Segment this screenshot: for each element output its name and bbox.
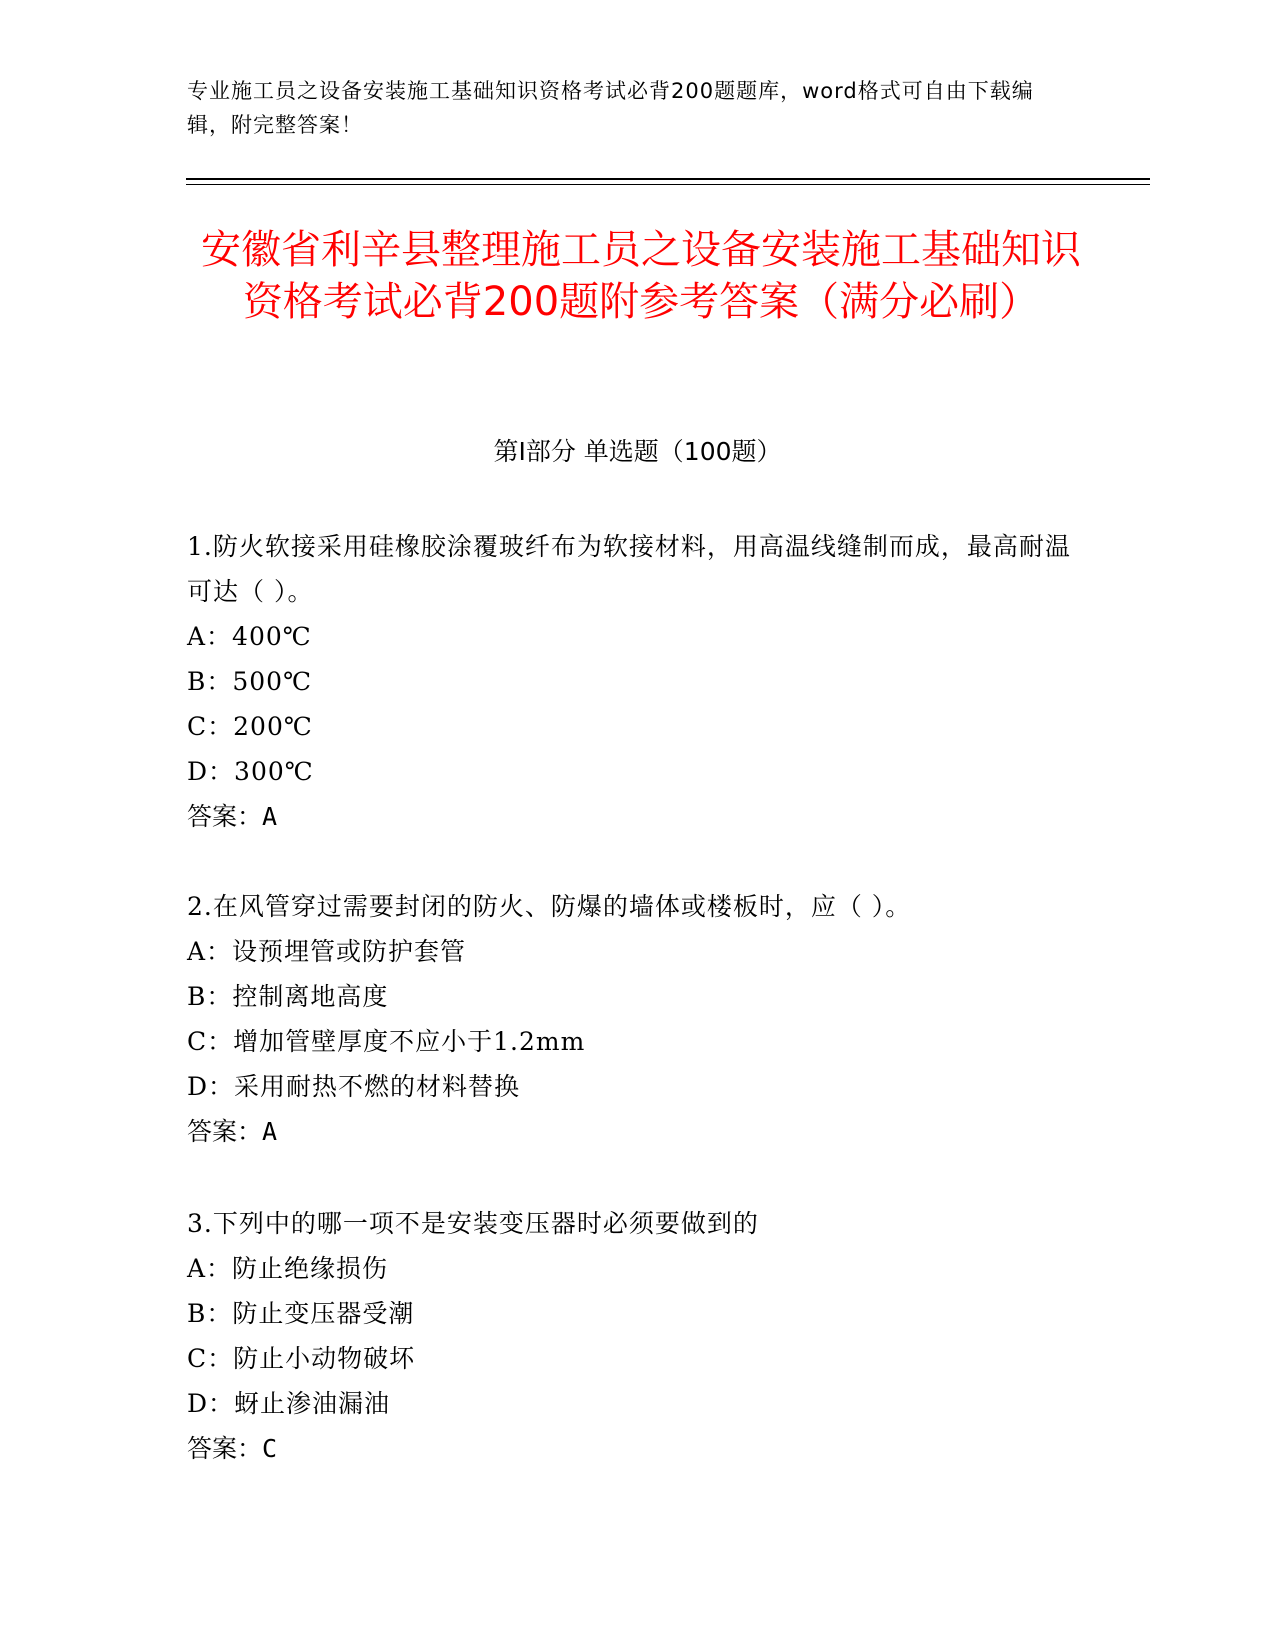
section-heading: 第Ⅰ部分 单选题（100题） xyxy=(493,437,782,466)
answer-line xyxy=(187,1109,1087,1154)
answer-label: 答案： xyxy=(187,1117,263,1146)
option-c: C：200℃ xyxy=(187,712,313,741)
answer-value: C xyxy=(262,1434,278,1463)
option-b: B：防止变压器受潮 xyxy=(187,1299,415,1328)
answer-value: A xyxy=(262,1117,278,1146)
option-c: C：增加管壁厚度不应小于1.2mm xyxy=(187,1027,586,1056)
option-d: D：300℃ xyxy=(187,757,314,786)
answer-line xyxy=(187,1426,1087,1471)
answer-line xyxy=(187,794,1087,839)
header-rule-thick xyxy=(186,178,1150,180)
question-stem: 2.在风管穿过需要封闭的防火、防爆的墙体或楼板时，应（ ）。 xyxy=(187,892,912,921)
question-3 xyxy=(187,1201,1087,1471)
header-note: 专业施工员之设备安装施工基础知识资格考试必背200题题库，word格式可自由下载编辑，附完整答案！ xyxy=(187,79,1034,137)
answer-label: 答案： xyxy=(187,802,263,831)
option-a: A：防止绝缘损伤 xyxy=(187,1254,389,1283)
option-a: A：400℃ xyxy=(187,622,312,651)
header-rule-thin xyxy=(186,184,1150,185)
option-d: D：采用耐热不燃的材料替换 xyxy=(187,1072,521,1101)
question-1 xyxy=(187,524,1087,839)
option-c: C：防止小动物破坏 xyxy=(187,1344,416,1373)
question-stem: 1.防火软接采用硅橡胶涂覆玻纤布为软接材料，用高温线缝制而成，最高耐温可达（ ）。 xyxy=(187,532,1071,606)
answer-value: A xyxy=(262,802,278,831)
option-a: A：设预埋管或防护套管 xyxy=(187,937,467,966)
option-b: B：500℃ xyxy=(187,667,313,696)
question-2 xyxy=(187,884,1087,1154)
question-stem: 3.下列中的哪一项不是安装变压器时必须要做到的 xyxy=(187,1209,759,1238)
answer-label: 答案： xyxy=(187,1434,263,1463)
option-d: D：蚜止渗油漏油 xyxy=(187,1389,391,1418)
option-b: B：控制离地高度 xyxy=(187,982,389,1011)
document-title: 安徽省利辛县整理施工员之设备安装施工基础知识资格考试必背200题附参考答案（满分必刷） xyxy=(201,227,1081,325)
